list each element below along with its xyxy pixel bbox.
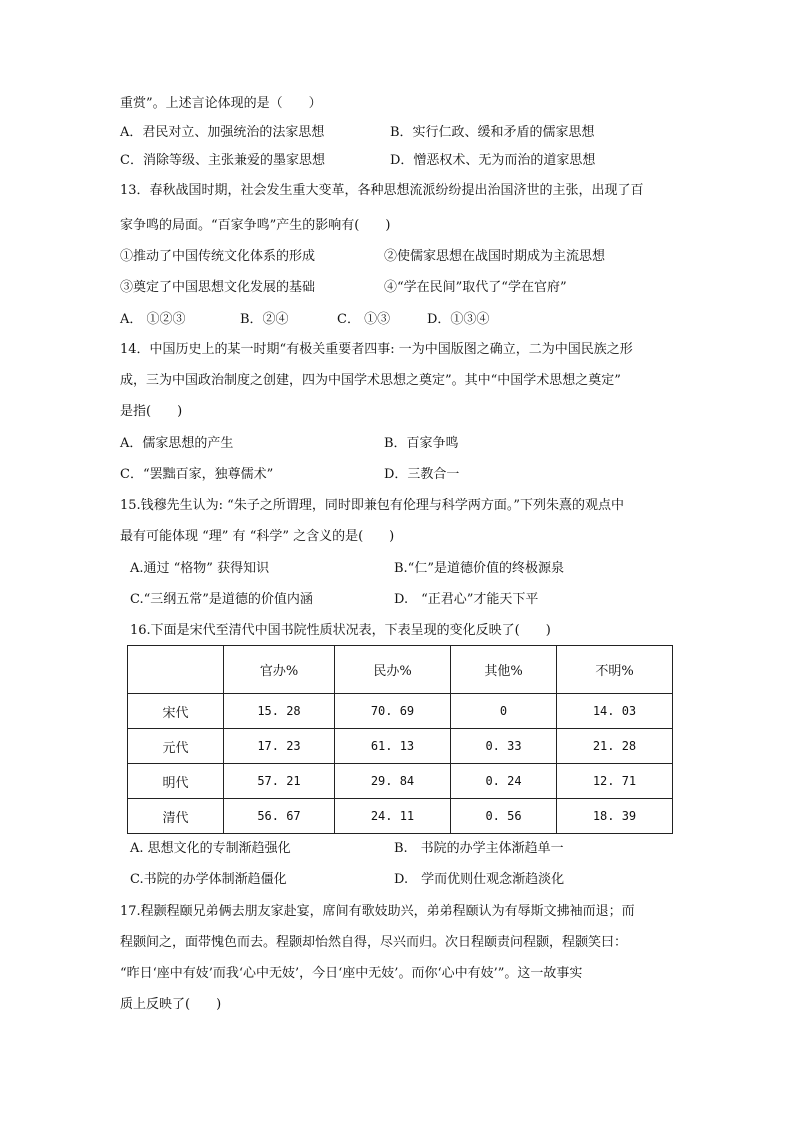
q13-stem-line-1: 13．春秋战国时期，社会发生重大变革，各种思想流派纷纷提出治国济世的主张，出现了百 [120, 183, 644, 198]
table-header-cell: 官办% [224, 646, 335, 694]
table-cell: 14. 03 [557, 694, 673, 729]
q15-stem-line-2: 最有可能体现 “理” 有 “科学” 之含义的是( ) [120, 529, 395, 544]
table-row [128, 764, 673, 799]
table-row [128, 799, 673, 834]
q13-statement-2: ②使儒家思想在战国时期成为主流思想 [384, 249, 606, 264]
table-cell: 0. 56 [451, 799, 557, 834]
table-header-cell: 其他% [451, 646, 557, 694]
table-cell-dynasty: 清代 [128, 799, 224, 834]
q14-option-a: A．儒家思想的产生 [120, 436, 234, 451]
table-cell: 0. 33 [451, 729, 557, 764]
q12-option-c: C．消除等级、主张兼爱的墨家思想 [120, 153, 325, 168]
q15-stem-line-1: 15.钱穆先生认为: “朱子之所谓理，同时即兼包有伦理与科学两方面。”下列朱熹的观点中 [120, 498, 624, 513]
q13-statement-3: ③奠定了中国思想文化发展的基础 [120, 280, 316, 295]
table-cell: 29. 84 [335, 764, 451, 799]
table-cell: 24. 11 [335, 799, 451, 834]
q13-option-c: C． ①③ [337, 312, 391, 327]
q16-option-c: C.书院的办学体制渐趋僵化 [130, 872, 287, 887]
q12-option-b: B．实行仁政、缓和矛盾的儒家思想 [390, 125, 595, 140]
q14-stem-line-3: 是指( ) [120, 404, 183, 419]
q14-option-c: C．“罢黜百家，独尊儒术” [120, 467, 274, 482]
q17-stem-line-4: 质上反映了( ) [120, 997, 222, 1012]
table-cell: 57. 21 [224, 764, 335, 799]
table-cell: 0 [451, 694, 557, 729]
table-cell: 18. 39 [557, 799, 673, 834]
table-row [128, 694, 673, 729]
q17-stem-line-1: 17.程颢程颐兄弟俩去朋友家赴宴，席间有歌妓助兴，弟弟程颐认为有辱斯文拂袖而退；而 [120, 904, 635, 919]
q17-stem-line-3: “昨日‘座中有妓’而我‘心中无妓’，今日‘座中无妓’。而你‘心中有妓’”。这一故事实 [120, 966, 583, 981]
table-header-row [128, 646, 673, 694]
q14-option-d: D．三教合一 [384, 467, 460, 482]
table-cell: 21. 28 [557, 729, 673, 764]
q13-option-d: D．①③④ [427, 312, 490, 327]
q14-option-b: B．百家争鸣 [384, 436, 459, 451]
q16-option-a: A. 思想文化的专制渐趋强化 [130, 841, 291, 856]
q13-option-a: A． ①②③ [120, 312, 186, 327]
table-cell-dynasty: 宋代 [128, 694, 224, 729]
table-header-cell: 民办% [335, 646, 451, 694]
table-cell: 0. 24 [451, 764, 557, 799]
q15-option-a: A.通过 “格物” 获得知识 [130, 561, 270, 576]
q16-option-b: B. 书院的办学主体渐趋单一 [394, 841, 564, 856]
q17-stem-line-2: 程颢间之，面带愧色而去。程颢却怡然自得，尽兴而归。次日程颐责问程颢，程颢笑曰： [120, 935, 628, 950]
table-cell-dynasty: 元代 [128, 729, 224, 764]
table-cell: 12. 71 [557, 764, 673, 799]
academy-nature-table [127, 645, 673, 834]
q16-stem: 16.下面是宋代至清代中国书院性质状况表，下表呈现的变化反映了( ) [130, 623, 551, 638]
q13-statement-4: ④“学在民间”取代了“学在官府” [384, 280, 567, 295]
table-cell-dynasty: 明代 [128, 764, 224, 799]
table-cell: 17. 23 [224, 729, 335, 764]
q14-stem-line-1: 14．中国历史上的某一时期“有极关重要者四事: 一为中国版图之确立，二为中国民族之形 [120, 342, 633, 357]
q14-stem-line-2: 成，三为中国政治制度之创建，四为中国学术思想之奠定”。其中“中国学术思想之奠定” [120, 373, 621, 388]
q15-option-d: D. “正君心”才能天下平 [394, 592, 539, 607]
q16-option-d: D. 学而优则仕观念渐趋淡化 [394, 872, 565, 887]
table-cell: 61. 13 [335, 729, 451, 764]
table-cell: 56. 67 [224, 799, 335, 834]
table-row [128, 729, 673, 764]
q12-stem-end: 重赏”。上述言论体现的是（ ） [120, 96, 322, 111]
table-header-cell [128, 646, 224, 694]
table-cell: 15. 28 [224, 694, 335, 729]
q15-option-c: C.“三纲五常”是道德的价值内涵 [130, 592, 313, 607]
q12-option-d: D．憎恶权术、无为而治的道家思想 [390, 153, 596, 168]
q13-stem-line-2: 家争鸣的局面。“百家争鸣”产生的影响有( ) [120, 218, 391, 233]
table-header-cell: 不明% [557, 646, 673, 694]
q15-option-b: B.“仁”是道德价值的终极源泉 [394, 561, 564, 576]
q13-statement-1: ①推动了中国传统文化体系的形成 [120, 249, 316, 264]
q12-option-a: A．君民对立、加强统治的法家思想 [120, 125, 325, 140]
table-cell: 70. 69 [335, 694, 451, 729]
q13-option-b: B．②④ [240, 312, 289, 327]
